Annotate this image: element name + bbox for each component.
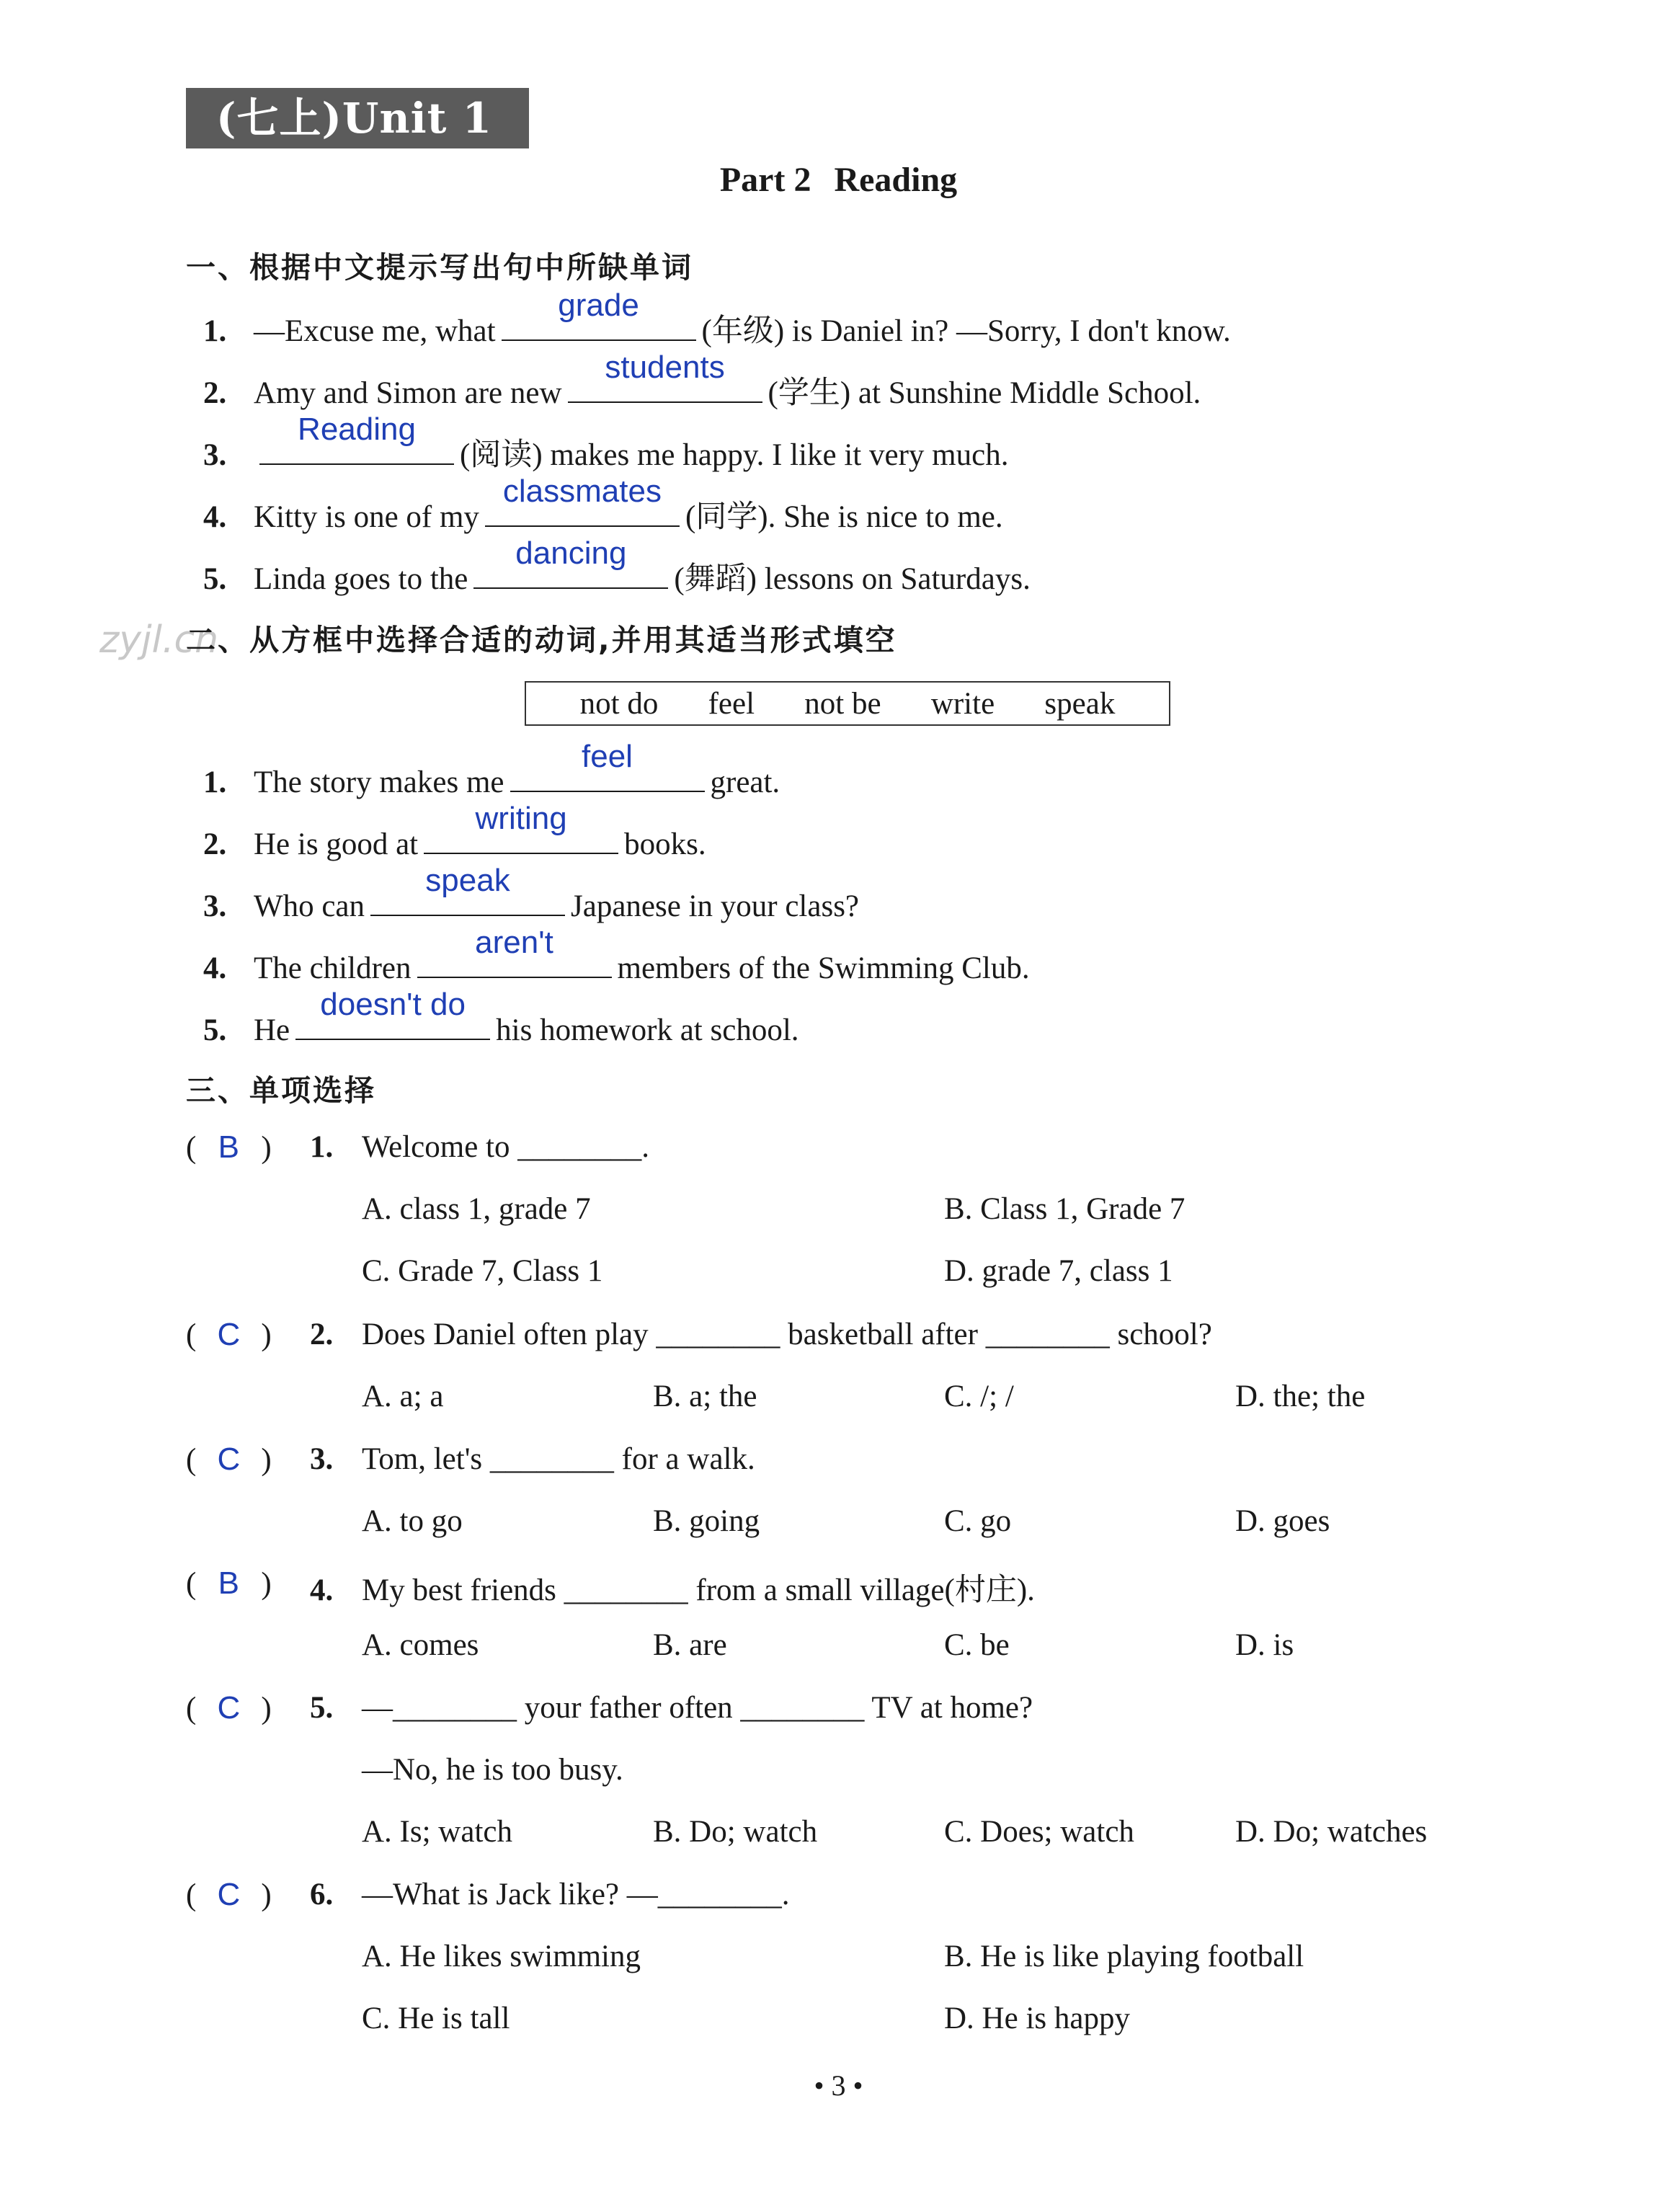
page-number: • 3 •: [814, 2069, 863, 2102]
s1-item-4: 4. Kitty is one of my classmates (同学). She is nice to me.: [203, 474, 1003, 534]
word-option: speak: [1044, 686, 1116, 721]
answer-parens[interactable]: ( C ): [186, 1317, 272, 1352]
option: C. Grade 7, Class 1: [362, 1254, 603, 1288]
option: B. are: [653, 1628, 727, 1662]
section1-title: 一、根据中文提示写出句中所缺单词: [186, 250, 693, 285]
s1-item-2: 2. Amy and Simon are new students (学生) at Sunshine Middle School.: [203, 350, 1201, 410]
part-name: Reading: [834, 161, 958, 199]
answer-blank[interactable]: aren't: [417, 943, 612, 978]
word-option: not be: [804, 686, 881, 721]
s1-item-3: 3. Reading (阅读) makes me happy. I like it very much.: [203, 412, 1009, 472]
option: B. Class 1, Grade 7: [944, 1192, 1186, 1226]
option: A. comes: [362, 1628, 479, 1662]
option: B. a; the: [653, 1380, 757, 1413]
option: C. go: [944, 1504, 1012, 1538]
answer-blank[interactable]: dancing: [473, 554, 668, 589]
question-stem: 6. —What is Jack like? —________.: [310, 1878, 790, 1911]
option: D. Do; watches: [1235, 1815, 1428, 1849]
s2-item-4: 4. The children aren't members of the Swimming Club.: [203, 925, 1030, 985]
option: D. the; the: [1235, 1380, 1366, 1413]
option: B. He is like playing football: [944, 1940, 1304, 1973]
answer-parens[interactable]: ( C ): [186, 1877, 272, 1912]
answer-parens[interactable]: ( B ): [186, 1129, 272, 1165]
option: D. grade 7, class 1: [944, 1254, 1173, 1288]
option: A. He likes swimming: [362, 1940, 641, 1973]
answer-parens[interactable]: ( B ): [186, 1565, 272, 1601]
s2-item-1: 1. The story makes me feel great.: [203, 739, 780, 799]
answer-blank[interactable]: feel: [510, 758, 705, 792]
word-option: write: [930, 686, 995, 721]
answer-blank[interactable]: writing: [424, 819, 618, 854]
part-label: Part 2: [719, 161, 811, 199]
watermark: zyjl.cn: [99, 618, 219, 662]
s1-item-1: 1. —Excuse me, what grade (年级) is Daniel in? —Sorry, I don't know.: [203, 288, 1231, 348]
word-box: [525, 681, 1170, 726]
s2-item-2: 2. He is good at writing books.: [203, 801, 706, 861]
question-response: —No, he is too busy.: [362, 1753, 623, 1787]
s2-item-5: 5. He doesn't do his homework at school.: [203, 987, 799, 1047]
answer-parens[interactable]: ( C ): [186, 1442, 272, 1477]
part-title: [0, 160, 1677, 200]
question-stem: 1. Welcome to ________.: [310, 1130, 649, 1164]
option: A. class 1, grade 7: [362, 1192, 591, 1226]
option: B. going: [653, 1504, 760, 1538]
option: A. a; a: [362, 1380, 444, 1413]
unit-title-banner: (七上)Unit 1: [186, 88, 529, 148]
section2-title: 二、从方框中选择合适的动词,并用其适当形式填空: [186, 623, 897, 657]
question-stem: 5. —________ your father often ________ TV at home?: [310, 1691, 1033, 1725]
option: C. Does; watch: [944, 1815, 1134, 1849]
option: C. /; /: [944, 1380, 1014, 1413]
option: D. is: [1235, 1628, 1294, 1662]
answer-blank[interactable]: students: [568, 368, 762, 403]
s2-item-3: 3. Who can speak Japanese in your class?: [203, 863, 860, 923]
word-option: feel: [708, 686, 755, 721]
answer-blank[interactable]: Reading: [259, 430, 454, 465]
option: C. He is tall: [362, 2002, 510, 2035]
option: A. to go: [362, 1504, 463, 1538]
answer-blank[interactable]: grade: [502, 306, 696, 341]
option: B. Do; watch: [653, 1815, 818, 1849]
answer-blank[interactable]: classmates: [485, 492, 680, 527]
answer-blank[interactable]: speak: [370, 881, 565, 916]
question-stem: 2. Does Daniel often play ________ basketball after ________ school?: [310, 1318, 1212, 1351]
word-option: not do: [579, 686, 659, 721]
s1-item-5: 5. Linda goes to the dancing (舞蹈) lessons on Saturdays.: [203, 536, 1031, 596]
option: D. He is happy: [944, 2002, 1130, 2035]
option: A. Is; watch: [362, 1815, 512, 1849]
question-stem: 4. My best friends ________ from a small village(村庄).: [310, 1573, 1035, 1607]
option: D. goes: [1235, 1504, 1330, 1538]
answer-parens[interactable]: ( C ): [186, 1690, 272, 1725]
question-stem: 3. Tom, let's ________ for a walk.: [310, 1442, 755, 1476]
section3-title: 三、单项选择: [186, 1073, 376, 1108]
option: C. be: [944, 1628, 1010, 1662]
answer-blank[interactable]: doesn't do: [295, 1005, 490, 1040]
